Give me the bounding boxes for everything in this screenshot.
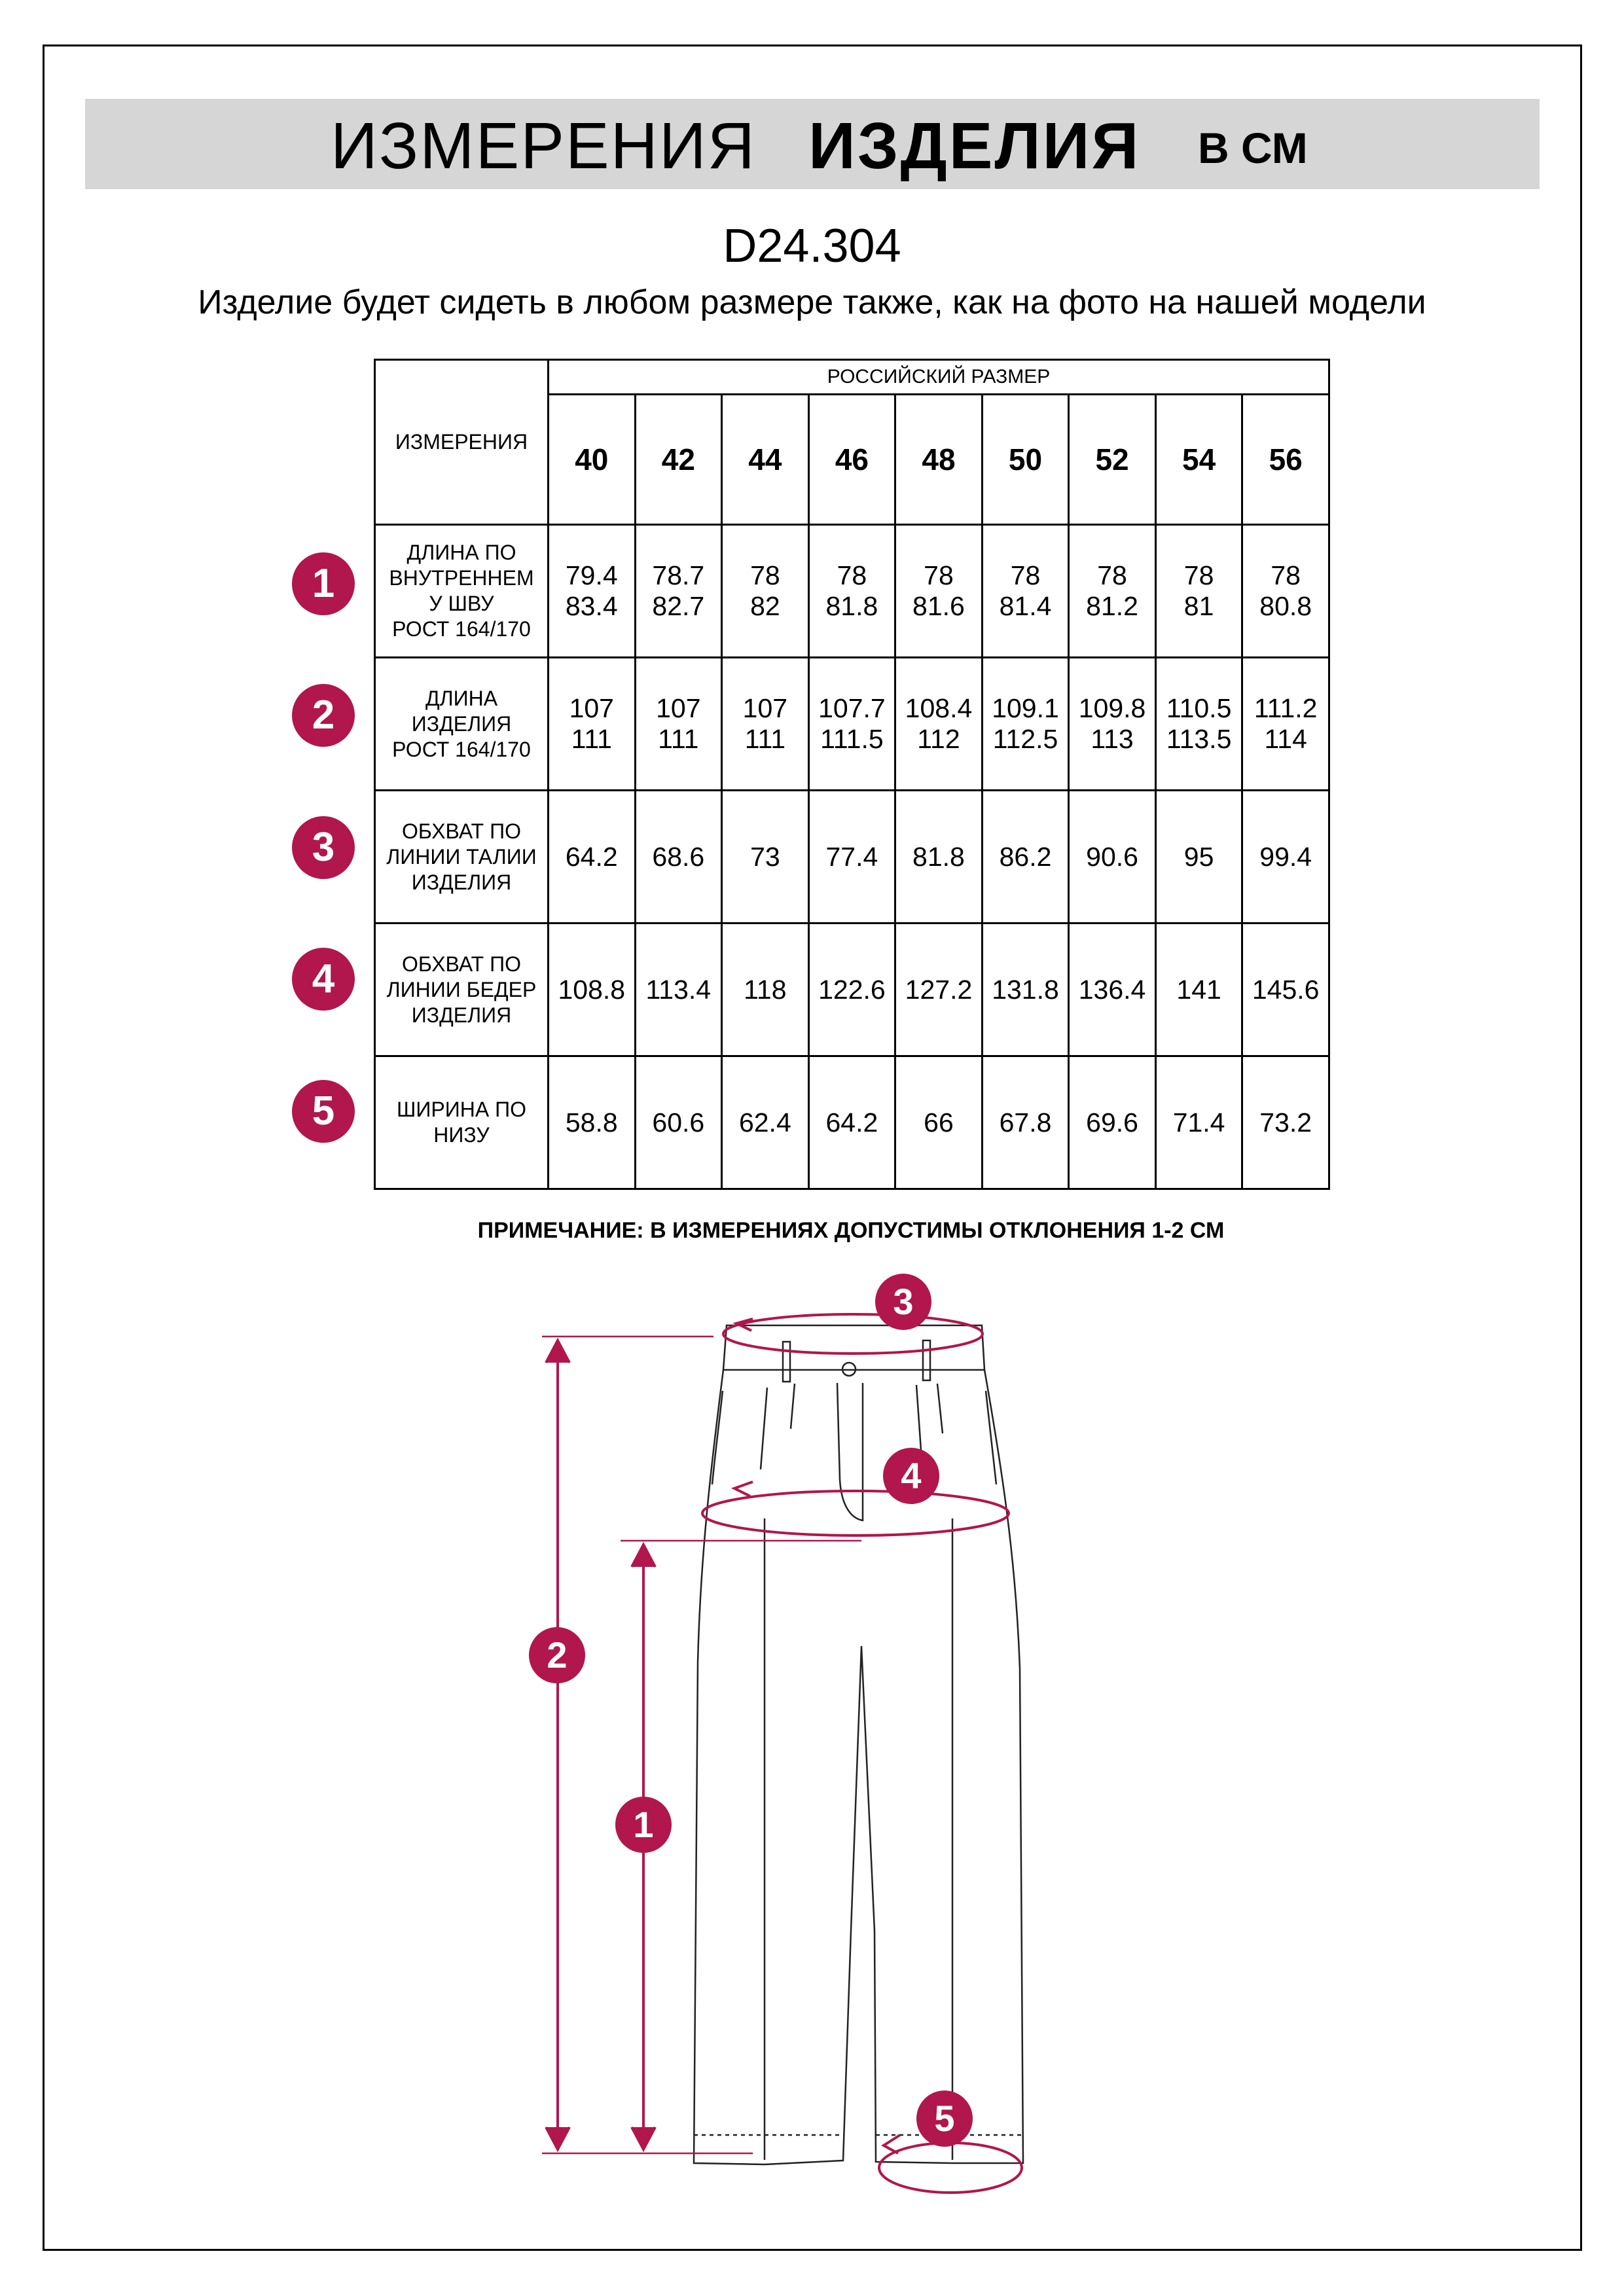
pleat-left-1 xyxy=(761,1388,767,1469)
row-number-badge: 2 xyxy=(292,684,355,747)
cell-value: 141 xyxy=(1176,974,1221,1005)
cell-value: 113.5 xyxy=(1166,724,1232,755)
fly-seam xyxy=(837,1383,863,1520)
pocket-left xyxy=(712,1391,723,1484)
cell-value: 122.6 xyxy=(818,974,886,1005)
cell-value: 66 xyxy=(924,1107,954,1138)
cell-value: 64.2 xyxy=(825,1107,878,1138)
measurement-lines xyxy=(542,1314,1022,2193)
cell-value: 69.6 xyxy=(1086,1107,1138,1138)
cell-value: 111.2 xyxy=(1254,693,1318,724)
cell-value: 81.8 xyxy=(825,591,878,622)
row-number-badge: 1 xyxy=(292,552,355,615)
cell-value: 62.4 xyxy=(738,1107,791,1138)
cell-value: 77.4 xyxy=(825,841,878,872)
diagram-marker-waist: 3 xyxy=(875,1274,931,1330)
cell-value: 113 xyxy=(1091,724,1134,755)
cell-value: 111 xyxy=(658,724,699,755)
cell-value: 78 xyxy=(1010,560,1041,591)
cell-value: 108.4 xyxy=(905,693,973,724)
size-40: 40 xyxy=(549,395,636,525)
cell-value: 78.7 xyxy=(652,560,705,591)
cell-value: 110.5 xyxy=(1166,693,1232,724)
size-44: 44 xyxy=(722,395,809,525)
row-label-line: У ШВУ xyxy=(429,592,494,616)
length-arrow-top xyxy=(546,1340,569,1363)
cell-value: 78 xyxy=(837,560,867,591)
cell-value: 107 xyxy=(742,693,788,724)
cell-value: 90.6 xyxy=(1086,841,1138,872)
row-label-line: ЛИНИИ ТАЛИИ xyxy=(386,844,537,869)
cell-value: 107 xyxy=(569,693,614,724)
cell-value: 81.8 xyxy=(912,841,965,872)
row-label-line: РОСТ 164/170 xyxy=(392,617,531,641)
title-regular: ИЗМЕРЕНИЯ xyxy=(331,109,756,183)
cell-value: 82 xyxy=(750,591,780,622)
cell-value: 67.8 xyxy=(999,1107,1052,1138)
waist-ellipse xyxy=(723,1314,983,1354)
cell-value: 68.6 xyxy=(652,841,705,872)
cell-value: 109.8 xyxy=(1078,693,1146,724)
size-42: 42 xyxy=(635,395,722,525)
cell-value: 109.1 xyxy=(992,693,1059,724)
row-number-badge: 3 xyxy=(292,816,355,879)
cell-value: 112 xyxy=(917,724,960,755)
diagram-marker-hem: 5 xyxy=(916,2090,973,2147)
row-label-line: ИЗДЕЛИЯ xyxy=(411,1003,512,1027)
diagram-marker-length: 2 xyxy=(529,1627,585,1683)
inseam-arrow-top xyxy=(632,1545,655,1567)
size-46: 46 xyxy=(808,395,895,525)
row-label-line: ДЛИНА ПО xyxy=(406,541,516,565)
cell-value: 78 xyxy=(1271,560,1301,591)
size-52: 52 xyxy=(1069,395,1156,525)
cell-value: 81.2 xyxy=(1086,591,1138,622)
cell-value: 60.6 xyxy=(652,1107,705,1138)
cell-value: 145.6 xyxy=(1252,974,1320,1005)
size-56: 56 xyxy=(1242,395,1329,525)
inseam-arrow-bottom xyxy=(632,2127,655,2149)
cell-value: 82.7 xyxy=(652,591,705,622)
row-label-line: ДЛИНА xyxy=(425,686,498,710)
title-units: В СМ xyxy=(1198,124,1308,172)
cell-value: 136.4 xyxy=(1078,974,1146,1005)
row-label-line: ИЗДЕЛИЯ xyxy=(411,711,512,736)
row-label-line: ВНУТРЕННЕМ xyxy=(389,566,534,590)
size-50: 50 xyxy=(982,395,1069,525)
cell-value: 78 xyxy=(1183,560,1214,591)
cell-value: 108.8 xyxy=(558,974,626,1005)
cell-value: 86.2 xyxy=(999,841,1052,872)
fit-subtitle: Изделие будет сидеть в любом размере также, как на фото на нашей модели xyxy=(198,283,1426,321)
trousers-outline xyxy=(694,1325,1023,2164)
hip-ellipse xyxy=(702,1491,1009,1535)
size-54: 54 xyxy=(1155,395,1242,525)
cell-value: 81 xyxy=(1183,591,1214,622)
cell-value: 81.4 xyxy=(999,591,1052,622)
cell-value: 112.5 xyxy=(992,724,1058,755)
row-number-badge: 4 xyxy=(292,948,355,1011)
row-number-badge: 5 xyxy=(292,1080,355,1143)
hem-ellipse xyxy=(879,2143,1022,2193)
cell-value: 78 xyxy=(1097,560,1127,591)
article-number: D24.304 xyxy=(723,220,901,272)
cell-value: 81.6 xyxy=(912,591,965,622)
row-label-line: ИЗДЕЛИЯ xyxy=(411,870,512,894)
trousers-silhouette xyxy=(694,1370,1023,2164)
pleat-left-2 xyxy=(791,1384,795,1429)
title-bold: ИЗДЕЛИЯ xyxy=(808,109,1141,183)
row-label-line: ШИРИНА ПО xyxy=(397,1098,526,1121)
row-label-line: ЛИНИИ БЕДЕР xyxy=(386,977,537,1001)
pleat-right-2 xyxy=(937,1384,943,1433)
belt-loop-right xyxy=(923,1340,930,1380)
cell-value: 83.4 xyxy=(565,591,618,622)
measurements-header: ИЗМЕРЕНИЯ xyxy=(375,360,549,525)
belt-loop-left xyxy=(783,1342,790,1382)
size-48: 48 xyxy=(895,395,983,525)
cell-value: 111 xyxy=(744,724,786,755)
row-label-line: РОСТ 164/170 xyxy=(392,737,531,761)
hip-arrow xyxy=(734,1482,753,1496)
cell-value: 73.2 xyxy=(1259,1107,1312,1138)
cell-value: 58.8 xyxy=(565,1107,618,1138)
cell-value: 80.8 xyxy=(1259,591,1312,622)
cell-value: 71.4 xyxy=(1172,1107,1225,1138)
cell-value: 118 xyxy=(744,974,787,1005)
cell-value: 99.4 xyxy=(1259,841,1312,872)
cell-value: 107 xyxy=(656,693,701,724)
length-arrow-bottom xyxy=(546,2127,569,2149)
cell-value: 78 xyxy=(750,560,780,591)
cell-value: 127.2 xyxy=(905,974,973,1005)
cell-value: 78 xyxy=(924,560,954,591)
cell-value: 111.5 xyxy=(820,724,884,755)
size-system-header: РОССИЙСКИЙ РАЗМЕР xyxy=(549,360,1329,395)
cell-value: 113.4 xyxy=(645,974,712,1005)
cell-value: 111 xyxy=(571,724,612,755)
row-label-line: НИЗУ xyxy=(433,1123,490,1147)
cell-value: 107.7 xyxy=(818,693,886,724)
cell-value: 79.4 xyxy=(565,560,618,591)
cell-value: 131.8 xyxy=(992,974,1059,1005)
diagram-marker-inseam: 1 xyxy=(615,1797,672,1853)
row-label-line: ОБХВАТ ПО xyxy=(402,819,521,843)
tolerance-note: ПРИМЕЧАНИЕ: В ИЗМЕРЕНИЯХ ДОПУСТИМЫ ОТКЛОНЕНИЯ 1-2 СМ xyxy=(477,1218,1225,1243)
cell-value: 114 xyxy=(1264,724,1307,755)
row-label-line: ОБХВАТ ПО xyxy=(402,952,521,976)
cell-value: 64.2 xyxy=(565,841,618,872)
cell-value: 73 xyxy=(750,841,780,872)
cell-value: 95 xyxy=(1183,841,1214,872)
diagram-marker-hip: 4 xyxy=(883,1448,939,1504)
